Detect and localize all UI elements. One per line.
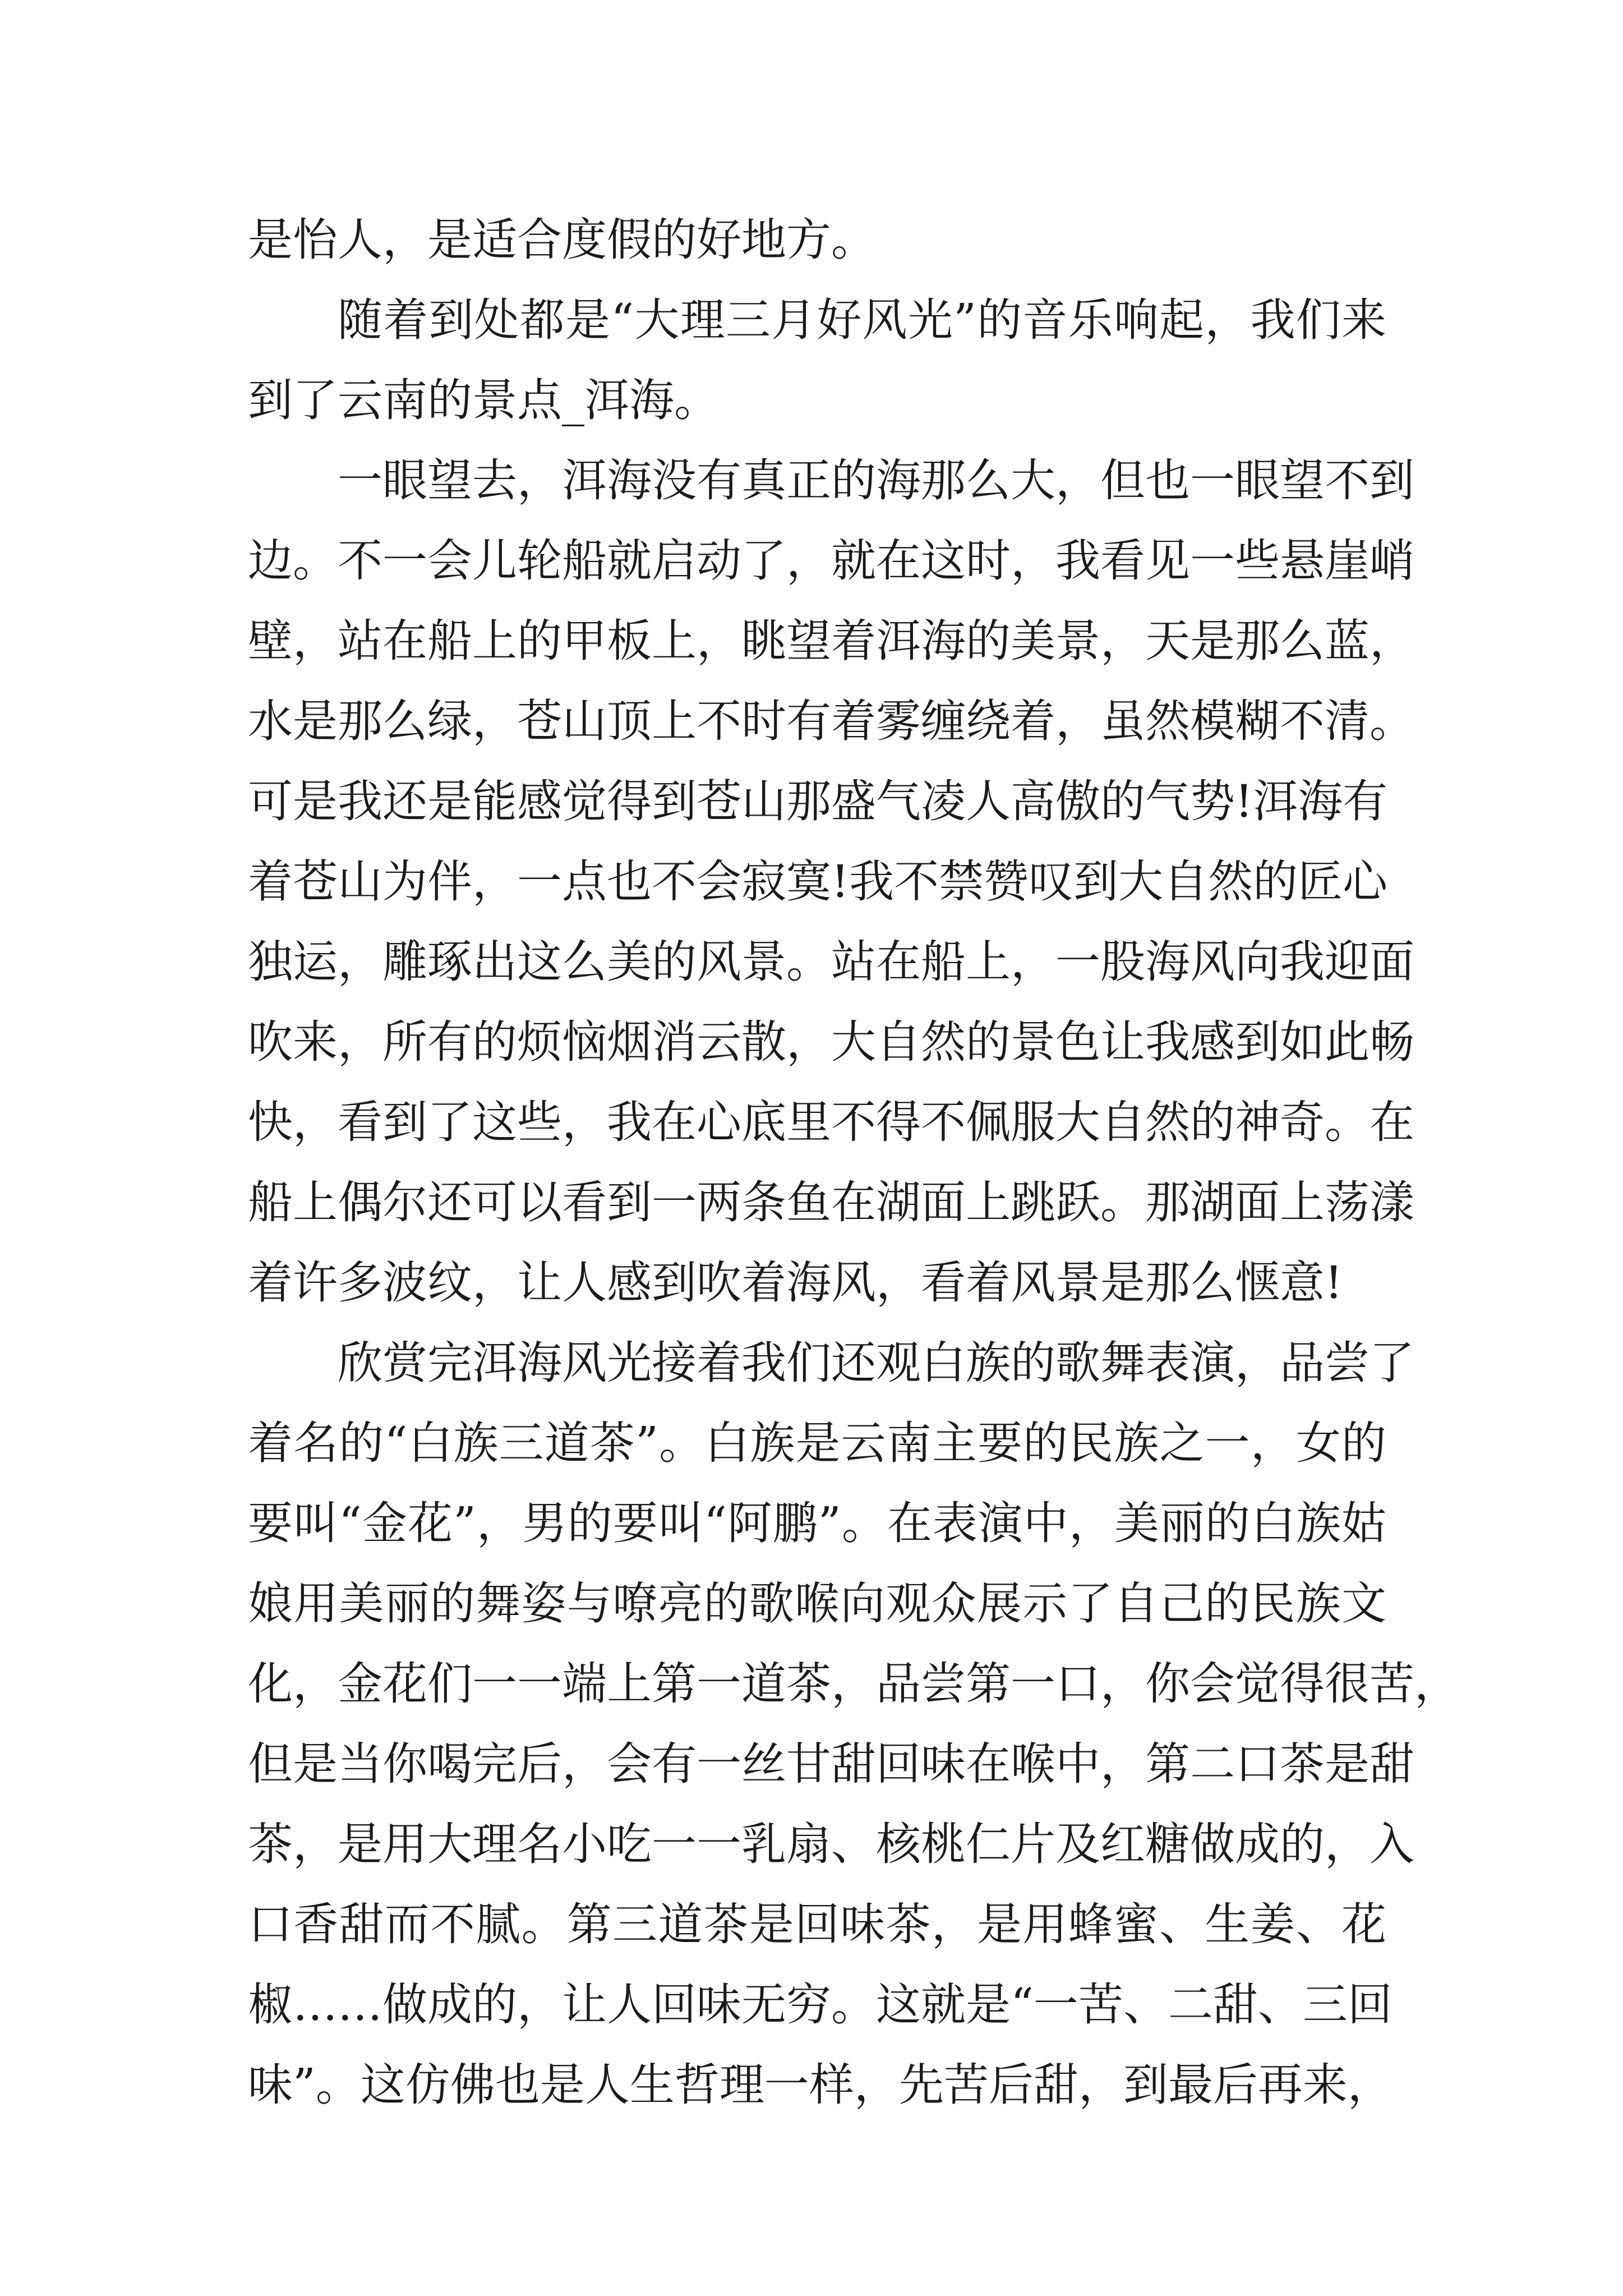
text-line: 边。不一会儿轮船就启动了，就在这时，我看见一些悬崖峭 (248, 535, 1414, 587)
text-line: 水是那么绿，苍山顶上不时有着雾缠绕着，虽然模糊不清。 (248, 695, 1414, 747)
body-text (248, 200, 1459, 2125)
text-line: 壁，站在船上的甲板上，眺望着洱海的美景，天是那么蓝， (248, 615, 1414, 667)
text-line: 吹来，所有的烦恼烟消云散，大自然的景色让我感到如此畅 (248, 1016, 1414, 1068)
paragraph-first-line: 一眼望去，洱海没有真正的海那么大，但也一眼望不到 (338, 454, 1414, 507)
text-line: 要叫“金花”，男的要叫“阿鹏”。在表演中，美丽的白族姑 (248, 1497, 1386, 1549)
text-line: 娘用美丽的舞姿与嘹亮的歌喉向观众展示了自己的民族文 (248, 1577, 1386, 1630)
paragraph-first-line: 随着到处都是“大理三月好风光”的音乐响起，我们来 (338, 294, 1386, 346)
text-line: 味”。这仿佛也是人生哲理一样，先苦后甜，到最后再来， (248, 2059, 1393, 2111)
paragraph-first-line: 欣赏完洱海风光接着我们还观白族的歌舞表演，品尝了 (338, 1337, 1414, 1389)
text-line: 是怡人，是适合度假的好地方。 (248, 214, 876, 266)
text-line: 着苍山为伴，一点也不会寂寞!我不禁赞叹到大自然的匠心 (248, 855, 1388, 908)
text-line: 着名的“白族三道茶”。白族是云南主要的民族之一，女的 (248, 1417, 1386, 1469)
text-line: 椒……做成的，让人回味无穷。这就是“一苦、二甜、三回 (248, 1978, 1393, 2031)
text-line: 茶，是用大理名小吃一一乳扇、核桃仁片及红糖做成的，入 (248, 1818, 1414, 1870)
text-line: 但是当你喝完后，会有一丝甘甜回味在喉中，第二口茶是甜 (248, 1738, 1414, 1790)
text-line: 船上偶尔还可以看到一两条鱼在湖面上跳跃。那湖面上荡漾 (248, 1176, 1414, 1228)
text-line: 口香甜而不腻。第三道茶是回味茶，是用蜂蜜、生姜、花 (248, 1898, 1386, 1950)
text-line: 快，看到了这些，我在心底里不得不佩服大自然的神奇。在 (248, 1096, 1414, 1148)
text-line: 化，金花们一一端上第一道茶，品尝第一口，你会觉得很苦， (248, 1658, 1459, 1710)
text-line: 独运，雕琢出这么美的风景。站在船上，一股海风向我迎面 (248, 936, 1414, 988)
text-line: 可是我还是能感觉得到苍山那盛气凌人高傲的气势!洱海有 (248, 775, 1388, 827)
text-line: 着许多波纹，让人感到吹着海风，看着风景是那么惬意! (248, 1257, 1343, 1309)
text-line: 到了云南的景点_洱海。 (248, 374, 719, 426)
